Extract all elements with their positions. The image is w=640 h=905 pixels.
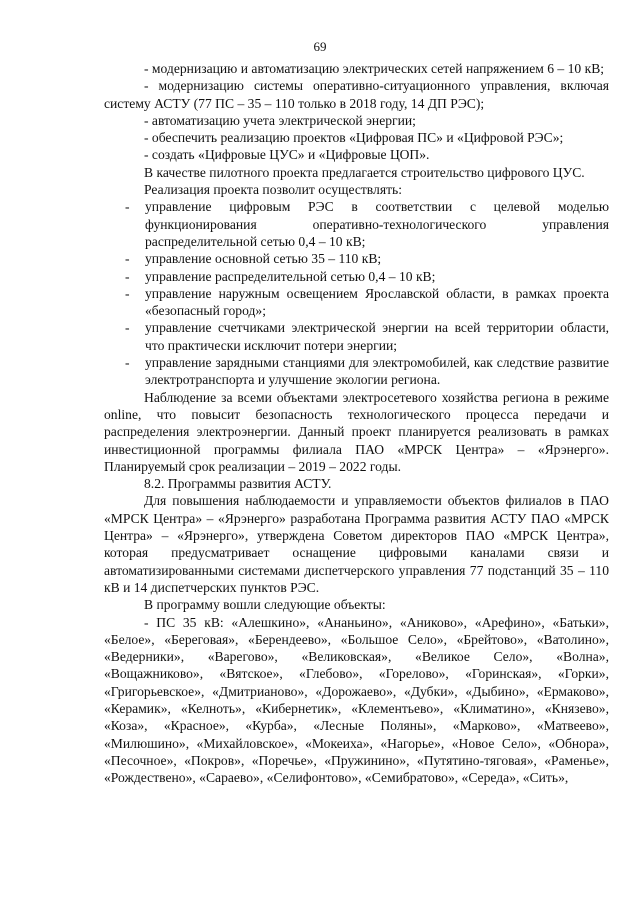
program-paragraph: Для повышения наблюдаемости и управляемости объектов филиалов в ПАО «МРСК Центра» – «Ярэнерго» разработана Программа развития АСТУ ПАО «МРСК Центра» – «Ярэнерго», утверждена Советом директоров ПАО «МРСК Центра», которая предусматривает оснащение цифровыми каналами связи и автоматизированными системами диспетчерского управления 77 подстанций 35 – 110 кВ и 14 диспетчерских пунктов РЭС. [104, 493, 609, 595]
intro-item-4: - обеспечить реализацию проектов «Цифровая ПС» и «Цифровой РЭС»; [144, 130, 564, 146]
realization-intro: Реализация проекта позволит осуществлять: [144, 182, 403, 198]
objects-intro: В программу вошли следующие объекты: [144, 597, 386, 613]
monitoring-paragraph: Наблюдение за всеми объектами электросетевого хозяйства региона в режиме online, что повысит безопасность технологического процесса передачи и распределения электроэнергии. Данный проект планируется реализовать в рамках инвестиционной программы филиала ПАО «МРСК Центра» – «Ярэнерго». Планируемый срок реализации – 2019 – 2022 годы. [104, 389, 609, 474]
realization-item [104, 198, 609, 250]
list-dash: - [125, 251, 130, 267]
page-number: 69 [313, 39, 327, 54]
realization-item-text: управление зарядными станциями для электромобилей, как следствие развитие электротранспорта и улучшение экологии региона. [145, 355, 609, 388]
list-dash: - [125, 268, 130, 284]
section-heading: 8.2. Программы развития АСТУ. [144, 476, 332, 492]
list-dash: - [125, 199, 130, 215]
realization-item [104, 319, 609, 354]
realization-item [104, 268, 609, 285]
intro-item-3: - автоматизацию учета электрической энергии; [144, 112, 416, 128]
realization-item [104, 285, 609, 320]
realization-item-text: управление цифровым РЭС в соответствии с целевой моделью функционирования оперативно-технологического управления распределительной сетью 0,4 – 10 кВ; [145, 199, 609, 249]
realization-item-text: управление наружным освещением Ярославской области, в рамках проекта «безопасный город»; [145, 285, 609, 319]
intro-item-1: - модернизацию и автоматизацию электрических сетей напряжением 6 – 10 кВ; [144, 61, 605, 76]
realization-list [104, 198, 609, 388]
realization-item-text: управление основной сетью 35 – 110 кВ; [145, 251, 382, 267]
realization-item-text: управление распределительной сетью 0,4 – 10 кВ; [145, 268, 436, 284]
realization-item-text: управление счетчиками электрической энергии на всей территории области, что практически исключит потери энергии; [145, 320, 609, 353]
list-dash: - [125, 285, 130, 301]
realization-item [104, 354, 609, 389]
pilot-paragraph: В качестве пилотного проекта предлагается строительство цифрового ЦУС. [144, 164, 585, 180]
intro-item-5: - создать «Цифровые ЦУС» и «Цифровые ЦОП». [144, 147, 430, 163]
list-dash: - [125, 320, 130, 336]
list-dash: - [125, 355, 130, 371]
substations-paragraph: - ПС 35 кВ: «Алешкино», «Ананьино», «Аниково», «Арефино», «Батьки», «Белое», «Береговая», «Берендеево», «Большое Село», «Брейтово», «Ватолино», «Ведерники», «Варегово», «Великовская», «Великое Село», «Волна», «Вощажниково», «Вятское», «Глебово», «Горелово», «Горинская», «Горки», «Григорьевское», «Дмитрианово», «Дорожаево», «Дубки», «Дыбино», «Ермаково», «Керамик», «Келноть», «Кибернетик», «Клементьево», «Климатино», «Князево», «Коза», «Красное», «Курба», «Лесные Поляны», «Марково», «Матвеево», «Милюшино», «Михайловское», «Мокеиха», «Нагорье», «Новое Село», «Обнора», «Песочное», «Покров», «Поречье», «Пружинино», «Путятино-тяговая», «Раменье», «Рождествено», «Сараево», «Селифонтово», «Семибратово», «Середа», «Сить», [104, 614, 609, 786]
document-body [104, 60, 609, 786]
realization-item [104, 250, 609, 267]
intro-item-2: - модернизацию системы оперативно-ситуационного управления, включая систему АСТУ (77 ПС – 35 – 110 только в 2018 году, 14 ДП РЭС); [104, 78, 609, 111]
